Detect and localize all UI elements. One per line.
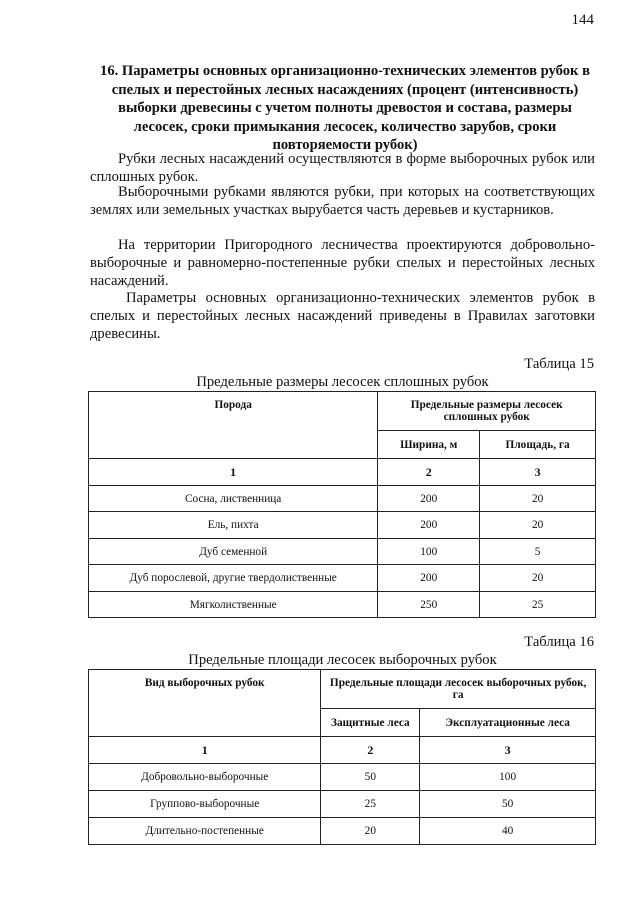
table16-group-header: Предельные площади лесосек выборочных рубок, га <box>321 670 596 709</box>
table16-cell: 20 <box>321 818 420 845</box>
table-row <box>89 818 596 845</box>
table15-cell: Ель, пихта <box>89 512 378 539</box>
table15 <box>88 391 596 618</box>
table16-col2-header: Защитные леса <box>321 709 420 737</box>
table15-label: Таблица 15 <box>524 356 594 372</box>
table16-num-3: 3 <box>420 737 596 764</box>
table16-label: Таблица 16 <box>524 634 594 650</box>
table16 <box>88 669 596 845</box>
table15-num-2: 2 <box>378 459 480 486</box>
paragraph-2: Выборочными рубками являются рубки, при которых на соответствующих землях или земельных участках вырубается часть деревьев и кустарников. <box>90 184 595 219</box>
table15-cell: 100 <box>378 539 480 565</box>
table16-cell: Добровольно-выборочные <box>89 764 321 791</box>
table15-title: Предельные размеры лесосек сплошных рубок <box>196 374 489 390</box>
table15-cell: 5 <box>480 539 596 565</box>
table-row <box>89 764 596 791</box>
table15-cell: 200 <box>378 512 480 539</box>
paragraph-4: Параметры основных организационно-технических элементов рубок в спелых и перестойных лесных насаждений приведены в Правилах заготовки древесины. <box>90 290 595 343</box>
table15-cell: 25 <box>480 592 596 618</box>
table16-cell: 50 <box>321 764 420 791</box>
table15-col3-header: Площадь, га <box>480 431 596 459</box>
table16-cell: Длительно-постепенные <box>89 818 321 845</box>
section-heading: 16. Параметры основных организационно-технических элементов рубок в спелых и перестойных лесных насаждениях (процент (интенсивность) выборки древесины с учетом полноты древостоя и состава, размеры лесосек, сроки примыкания лесосек, количество зарубов, сроки повторяемости рубок) <box>100 63 590 153</box>
table15-cell: 250 <box>378 592 480 618</box>
table16-cell: 50 <box>420 791 596 818</box>
table15-cell: Дуб порослевой, другие твердолиственные <box>89 565 378 592</box>
table15-group-header: Предельные размеры лесосек сплошных рубок <box>378 392 596 431</box>
table15-col1-header: Порода <box>89 392 378 459</box>
table15-cell: 200 <box>378 565 480 592</box>
table-row <box>89 565 596 592</box>
table-row <box>89 791 596 818</box>
table-row <box>89 539 596 565</box>
table16-num-2: 2 <box>321 737 420 764</box>
table16-cell: Группово-выборочные <box>89 791 321 818</box>
table15-cell: Мягколиственные <box>89 592 378 618</box>
table16-col1-header: Вид выборочных рубок <box>89 670 321 737</box>
table15-cell: 20 <box>480 486 596 512</box>
page-number: 144 <box>571 12 594 28</box>
table16-col3-header: Эксплуатационные леса <box>420 709 596 737</box>
table15-cell: 20 <box>480 565 596 592</box>
paragraph-1: Рубки лесных насаждений осуществляются в форме выборочных рубок или сплошных рубок. <box>90 151 595 186</box>
paragraph-3: На территории Пригородного лесничества проектируются добровольно-выборочные и равномерно-постепенные рубки спелых и перестойных лесных насаждений. <box>90 237 595 290</box>
table16-cell: 25 <box>321 791 420 818</box>
table15-col2-header: Ширина, м <box>378 431 480 459</box>
table15-num-3: 3 <box>480 459 596 486</box>
table15-cell: 20 <box>480 512 596 539</box>
table16-cell: 100 <box>420 764 596 791</box>
table-row <box>89 512 596 539</box>
table15-cell: Сосна, лиственница <box>89 486 378 512</box>
table16-cell: 40 <box>420 818 596 845</box>
table15-cell: Дуб семенной <box>89 539 378 565</box>
table15-cell: 200 <box>378 486 480 512</box>
table-row <box>89 592 596 618</box>
table16-num-1: 1 <box>89 737 321 764</box>
table16-title: Предельные площади лесосек выборочных рубок <box>188 652 497 668</box>
table-row <box>89 486 596 512</box>
table15-num-1: 1 <box>89 459 378 486</box>
